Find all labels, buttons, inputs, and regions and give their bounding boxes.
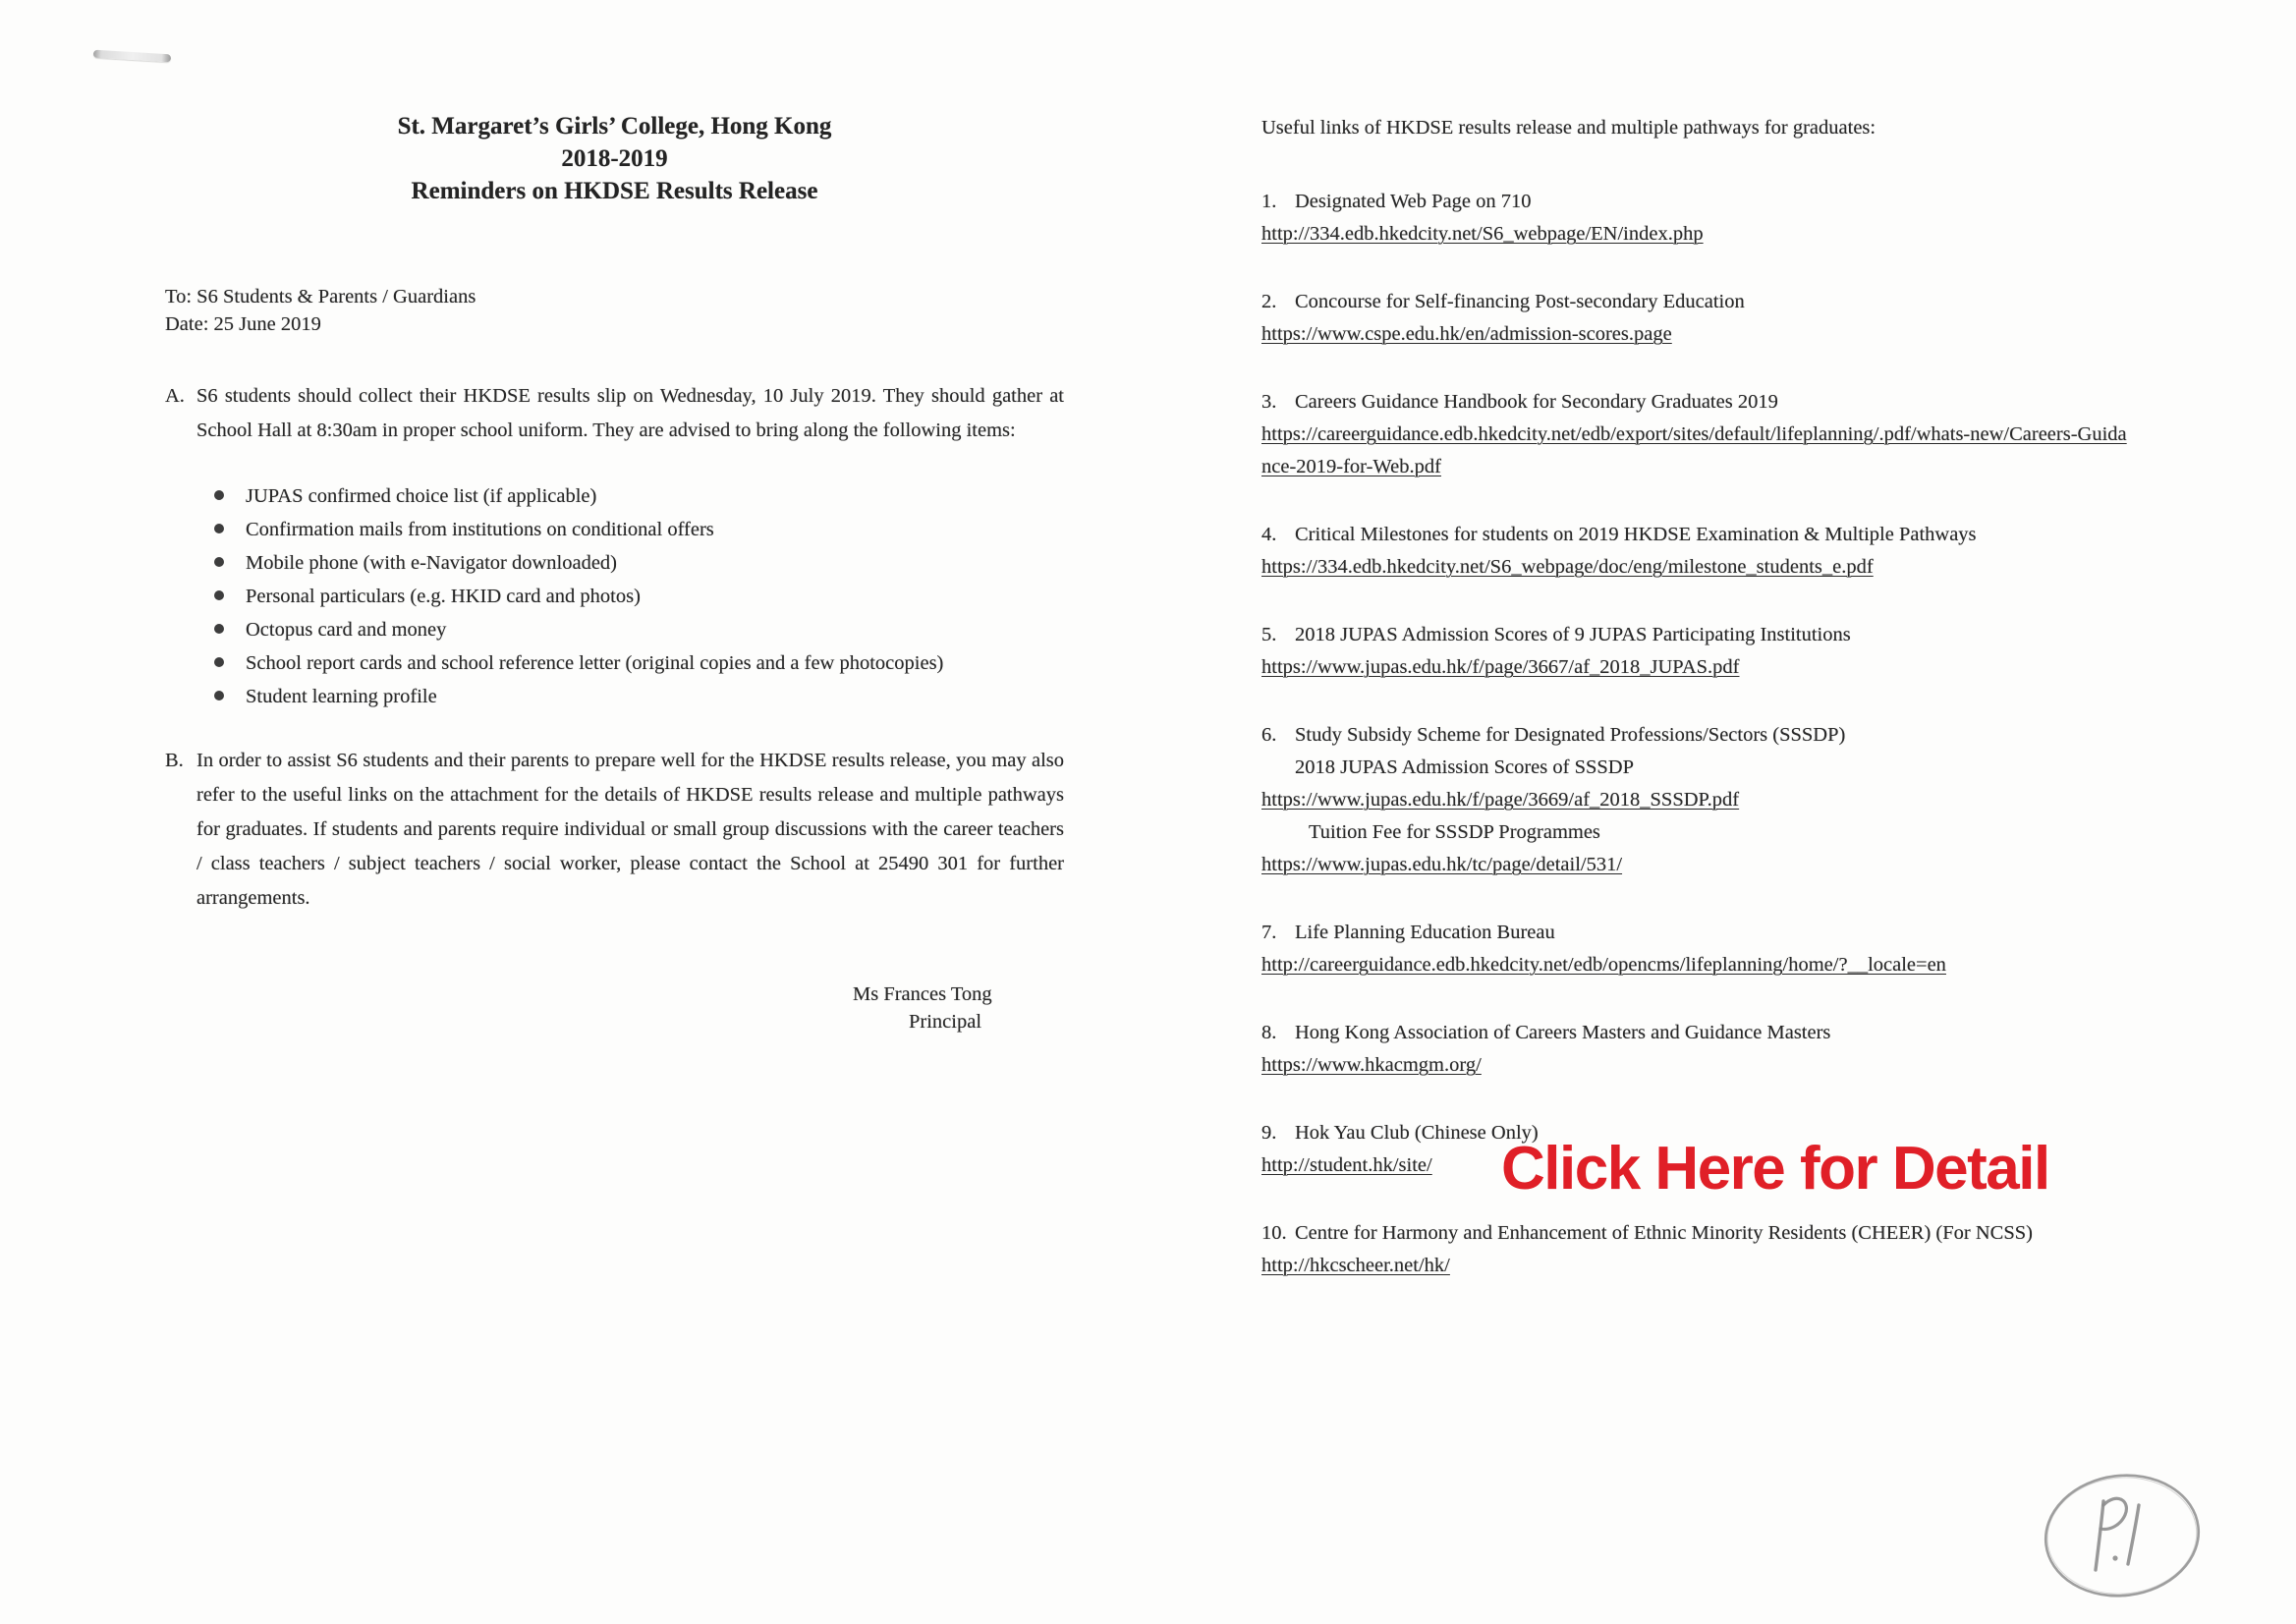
click-here-for-detail-overlay[interactable]: Click Here for Detail xyxy=(1501,1135,2049,1203)
bullet-text: JUPAS confirmed choice list (if applicable) xyxy=(246,485,597,507)
section-b-text: In order to assist S6 students and their parents to prepare well for the HKDSE results release, you may also refer to the useful links on the attachment for the details of HKDSE results release and multiple pathways for graduates. If students and parents require individual or small group discussions with the career teachers / class teachers / subject teachers / social worker, please contact the School at 25490 301 for further arrangements. xyxy=(196,750,1064,909)
link-url[interactable]: http://careerguidance.edb.hkedcity.net/edb/opencms/lifeplanning/home/?__locale=en xyxy=(1261,954,1946,976)
link-url[interactable]: https://www.jupas.edu.hk/f/page/3669/af_2018_SSSDP.pdf xyxy=(1261,789,1740,811)
bullet-text: Confirmation mails from institutions on conditional offers xyxy=(246,519,714,540)
page-stamp xyxy=(2029,1462,2215,1614)
bullet-dot-icon xyxy=(214,691,224,700)
bullet-dot-icon xyxy=(214,524,224,533)
letter-column xyxy=(165,102,1064,1036)
link-item-6 xyxy=(1261,719,2131,881)
bullet-dot-icon xyxy=(214,490,224,500)
link-url[interactable]: https://334.edb.hkedcity.net/S6_webpage/doc/eng/milestone_students_e.pdf xyxy=(1261,556,1874,578)
section-b-label: B. xyxy=(165,750,184,771)
signature-block xyxy=(165,980,1064,1036)
bullet-item xyxy=(165,513,1064,546)
section-a-label: A. xyxy=(165,385,185,407)
link-item-7 xyxy=(1261,917,2131,981)
section-b xyxy=(165,744,1064,916)
stamp-circle-icon xyxy=(2029,1462,2215,1614)
link-url[interactable]: https://www.hkacmgm.org/ xyxy=(1261,1054,1482,1076)
bullet-dot-icon xyxy=(214,657,224,667)
school-name: St. Margaret’s Girls’ College, Hong Kong xyxy=(397,113,832,140)
bullet-item xyxy=(165,646,1064,680)
link-item-title: Hong Kong Association of Careers Masters and Guidance Masters xyxy=(1295,1022,1831,1043)
link-item-subtitle: Tuition Fee for SSSDP Programmes xyxy=(1309,821,1600,843)
link-item-title: Critical Milestones for students on 2019 HKDSE Examination & Multiple Pathways xyxy=(1295,524,1977,545)
link-url[interactable]: http://student.hk/site/ xyxy=(1261,1154,1432,1176)
letter-title-block xyxy=(165,102,1064,207)
section-a-text: S6 students should collect their HKDSE results slip on Wednesday, 10 July 2019. They should gather at School Hall at 8:30am in proper school uniform. They are advised to bring along the following items: xyxy=(196,385,1064,441)
bullet-text: Octopus card and money xyxy=(246,619,447,641)
signature-name: Ms Frances Tong xyxy=(853,983,992,1005)
link-item-number: 4. xyxy=(1261,524,1277,545)
link-item-number: 8. xyxy=(1261,1022,1277,1043)
bullet-item xyxy=(165,546,1064,580)
link-url[interactable]: https://www.jupas.edu.hk/f/page/3667/af_2018_JUPAS.pdf xyxy=(1261,656,1740,678)
bullet-text: Student learning profile xyxy=(246,686,437,707)
link-item-3 xyxy=(1261,386,2131,483)
bullet-text: Personal particulars (e.g. HKID card and photos) xyxy=(246,586,641,607)
link-url[interactable]: https://careerguidance.edb.hkedcity.net/edb/export/sites/default/lifeplanning/.pdf/whats-new/Careers-Guidance-2019-for-Web.pdf xyxy=(1261,423,2127,477)
link-item-10 xyxy=(1261,1217,2131,1282)
date-line: Date: 25 June 2019 xyxy=(165,313,321,335)
link-item-number: 10. xyxy=(1261,1222,1287,1244)
link-item-title: Centre for Harmony and Enhancement of Ethnic Minority Residents (CHEER) (For NCSS) xyxy=(1295,1222,2033,1244)
link-item-number: 2. xyxy=(1261,291,1277,312)
link-url[interactable]: https://www.cspe.edu.hk/en/admission-scores.page xyxy=(1261,323,1672,345)
school-year: 2018-2019 xyxy=(561,145,668,172)
staple-mark xyxy=(93,50,171,63)
bullet-list xyxy=(165,479,1064,713)
link-item-8 xyxy=(1261,1017,2131,1082)
letter-meta xyxy=(165,283,1064,338)
link-item-number: 1. xyxy=(1261,191,1277,212)
bullet-dot-icon xyxy=(214,590,224,600)
bullet-dot-icon xyxy=(214,624,224,634)
bullet-text: Mobile phone (with e-Navigator downloaded) xyxy=(246,552,618,574)
link-item-title: Careers Guidance Handbook for Secondary Graduates 2019 xyxy=(1295,391,1778,413)
signature-role: Principal xyxy=(909,1011,982,1033)
bullet-dot-icon xyxy=(214,557,224,567)
links-list xyxy=(1261,186,2131,1282)
section-a xyxy=(165,379,1064,448)
link-item-title: Designated Web Page on 710 xyxy=(1295,191,1532,212)
link-item-title: Life Planning Education Bureau xyxy=(1295,922,1555,943)
link-item-title: 2018 JUPAS Admission Scores of 9 JUPAS Participating Institutions xyxy=(1295,624,1851,645)
bullet-item xyxy=(165,479,1064,513)
link-item-number: 7. xyxy=(1261,922,1277,943)
to-line: To: S6 Students & Parents / Guardians xyxy=(165,286,476,308)
link-url[interactable]: http://hkcscheer.net/hk/ xyxy=(1261,1255,1450,1276)
bullet-item xyxy=(165,580,1064,613)
link-item-subtitle: 2018 JUPAS Admission Scores of SSSDP xyxy=(1295,756,1634,778)
link-item-number: 6. xyxy=(1261,724,1277,746)
links-header: Useful links of HKDSE results release and multiple pathways for graduates: xyxy=(1261,117,1876,139)
link-item-4 xyxy=(1261,519,2131,584)
link-item-5 xyxy=(1261,619,2131,684)
link-item-number: 3. xyxy=(1261,391,1277,413)
link-item-number: 9. xyxy=(1261,1122,1277,1144)
link-item-title: Hok Yau Club (Chinese Only) xyxy=(1295,1122,1539,1144)
link-item-title: Study Subsidy Scheme for Designated Professions/Sectors (SSSDP) xyxy=(1295,724,1846,746)
link-url[interactable]: http://334.edb.hkedcity.net/S6_webpage/EN/index.php xyxy=(1261,223,1704,245)
bullet-item xyxy=(165,680,1064,713)
link-url[interactable]: https://www.jupas.edu.hk/tc/page/detail/531/ xyxy=(1261,854,1623,875)
bullet-text: School report cards and school reference letter (original copies and a few photocopies) xyxy=(246,652,944,674)
link-item-title: Concourse for Self-financing Post-secondary Education xyxy=(1295,291,1745,312)
link-item-1 xyxy=(1261,186,2131,251)
bullet-item xyxy=(165,613,1064,646)
link-item-number: 5. xyxy=(1261,624,1277,645)
link-item-2 xyxy=(1261,286,2131,351)
letter-subject: Reminders on HKDSE Results Release xyxy=(411,178,818,204)
